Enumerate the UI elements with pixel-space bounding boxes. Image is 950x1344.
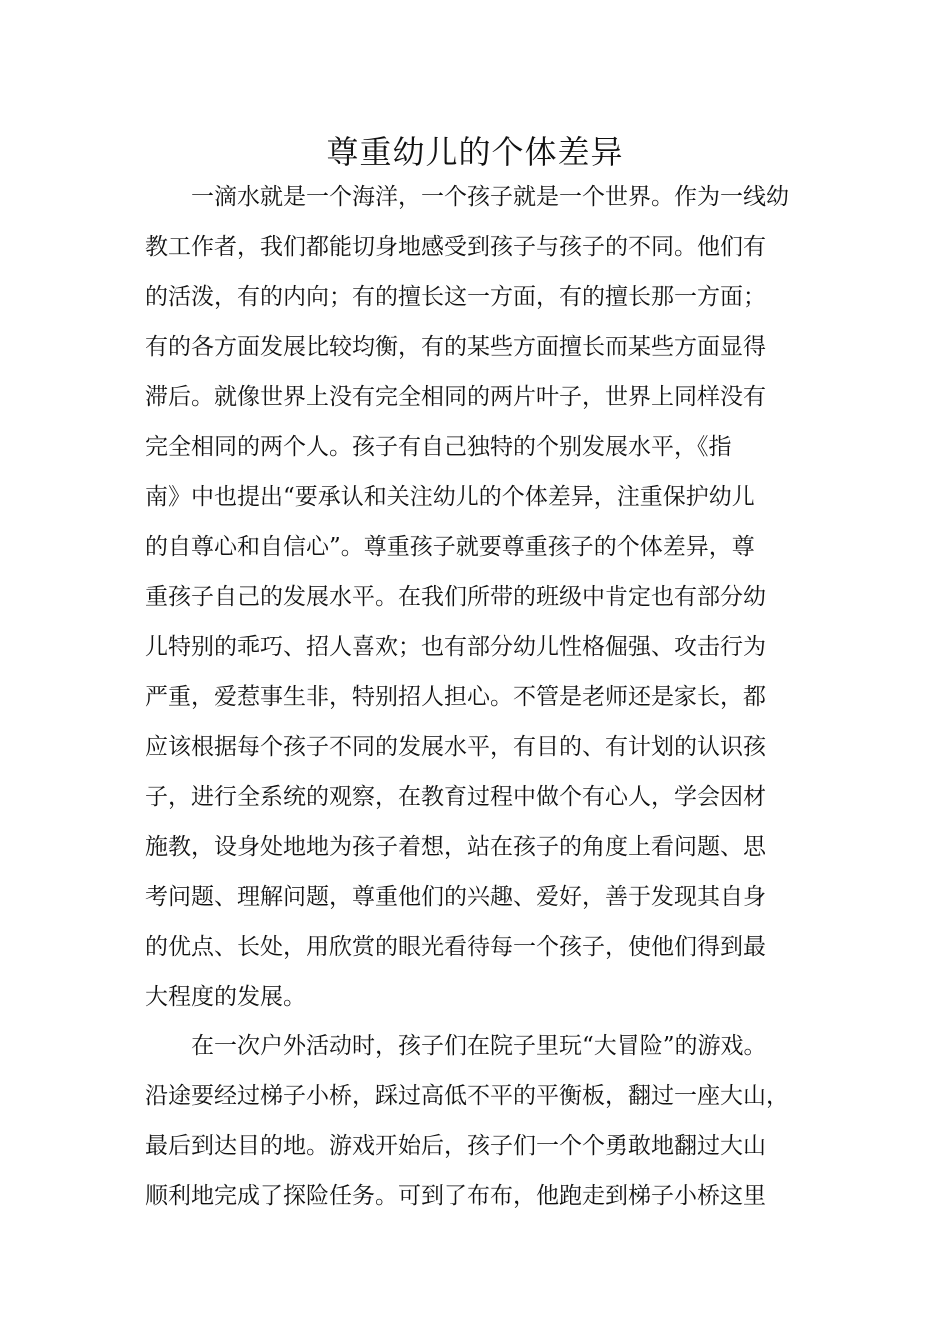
- paragraph-line: 有的各方面发展比较均衡，有的某些方面擅长而某些方面显得: [145, 334, 766, 360]
- document-title: 尊重幼儿的个体差异: [326, 133, 624, 171]
- paragraph-line: 应该根据每个孩子不同的发展水平，有目的、有计划的认识孩: [145, 734, 766, 760]
- paragraph-line: 施教，设身处地地为孩子着想，站在孩子的角度上看问题、思: [145, 834, 766, 860]
- paragraph-line: 教工作者，我们都能切身地感受到孩子与孩子的不同。他们有: [145, 234, 766, 260]
- paragraph-line: 滞后。就像世界上没有完全相同的两片叶子，世界上同样没有: [145, 384, 766, 410]
- paragraph-indent: [145, 184, 191, 210]
- paragraph-line: 的优点、长处，用欣赏的眼光看待每一个孩子，使他们得到最: [145, 934, 766, 960]
- paragraph-2: [145, 1021, 810, 1221]
- paragraph-line: 沿途要经过梯子小桥，踩过高低不平的平衡板，翻过一座大山，: [145, 1083, 789, 1109]
- paragraph-line: 最后到达目的地。游戏开始后，孩子们一个个勇敢地翻过大山: [145, 1133, 766, 1159]
- paragraph-line: 子，进行全系统的观察，在教育过程中做个有心人，学会因材: [145, 784, 766, 810]
- paragraph-line: 在一次户外活动时，孩子们在院子里玩“大冒险”的游戏。: [145, 1021, 810, 1071]
- paragraph-line: 重孩子自己的发展水平。在我们所带的班级中肯定也有部分幼: [145, 584, 766, 610]
- paragraph-line: 南》中也提出“要承认和关注幼儿的个体差异，注重保护幼儿: [145, 484, 755, 510]
- paragraph-line: 完全相同的两个人。孩子有自己独特的个别发展水平，《指: [145, 434, 732, 460]
- paragraph-line: 顺利地完成了探险任务。可到了布布，他跑走到梯子小桥这里: [145, 1183, 766, 1209]
- paragraph-line: 一滴水就是一个海洋，一个孩子就是一个世界。作为一线幼: [145, 172, 810, 222]
- paragraph-line: 的自尊心和自信心”。尊重孩子就要尊重孩子的个体差异，尊: [145, 534, 755, 560]
- paragraph-line: 严重，爱惹事生非，特别招人担心。不管是老师还是家长，都: [145, 684, 766, 710]
- paragraph-1: [145, 172, 810, 1022]
- paragraph-indent: [145, 1033, 191, 1059]
- paragraph-line: 考问题、理解问题，尊重他们的兴趣、爱好，善于发现其自身: [145, 884, 766, 910]
- paragraph-line: 的活泼，有的内向；有的擅长这一方面，有的擅长那一方面；: [145, 284, 766, 310]
- paragraph-line: 儿特别的乖巧、招人喜欢；也有部分幼儿性格倔强、攻击行为: [145, 634, 766, 660]
- paragraph-line: 大程度的发展。: [145, 984, 306, 1010]
